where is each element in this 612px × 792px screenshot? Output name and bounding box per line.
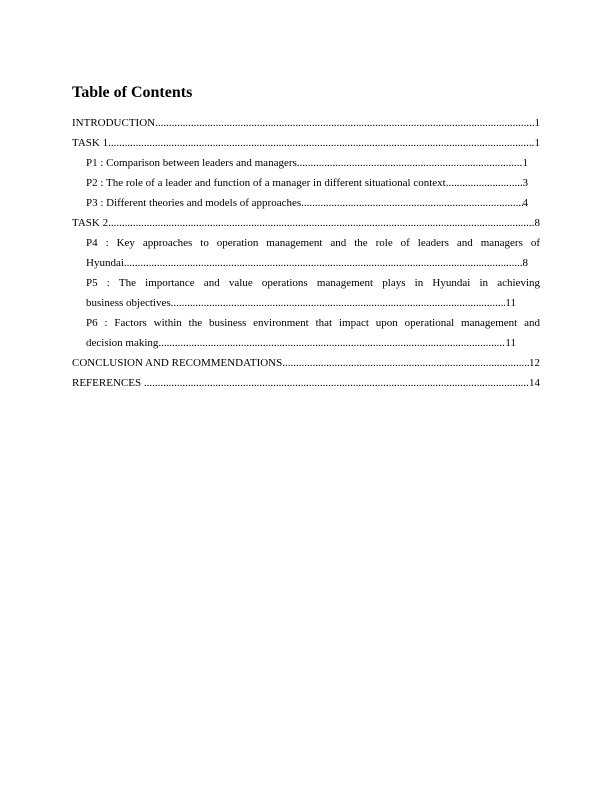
dot-leader <box>124 253 523 273</box>
table-of-contents <box>72 113 540 393</box>
toc-entry-introduction[interactable] <box>72 113 540 133</box>
toc-entry-label-line2: decision making <box>86 337 159 349</box>
toc-entry-page: 8 <box>534 217 540 229</box>
dot-leader <box>171 293 506 313</box>
toc-entry-label-line1: P6 : Factors within the business environment that impact upon operational management and <box>86 317 540 329</box>
dot-leader <box>301 193 522 213</box>
toc-entry-label: P2 : The role of a leader and function of a manager in different situational context <box>86 177 446 189</box>
toc-entry-page: 1 <box>522 157 528 169</box>
toc-entry-p3[interactable] <box>72 193 540 213</box>
toc-entry-page: 12 <box>529 357 540 369</box>
toc-title: Table of Contents <box>72 84 193 101</box>
toc-entry-conclusion[interactable] <box>72 353 540 373</box>
toc-entry-page: 8 <box>522 257 528 269</box>
toc-entry-label-line2: business objectives <box>86 297 171 309</box>
toc-entry-label: REFERENCES <box>72 377 144 389</box>
toc-entry-page: 4 <box>522 197 528 209</box>
toc-entry-page: 11 <box>505 297 516 309</box>
dot-leader <box>282 353 529 373</box>
dot-leader <box>297 153 523 173</box>
toc-entry-label-line1: P4 : Key approaches to operation management and the role of leaders and managers of <box>86 237 540 249</box>
toc-entry-label-line1: P5 : The importance and value operations management plays in Hyundai in achieving <box>86 277 540 289</box>
toc-entry-label: TASK 2 <box>72 217 109 229</box>
dot-leader <box>108 133 534 153</box>
toc-entry-task-2[interactable] <box>72 213 540 233</box>
toc-entry-label: P3 : Different theories and models of approaches <box>86 197 302 209</box>
toc-entry-label: P1 : Comparison between leaders and managers <box>86 157 297 169</box>
dot-leader <box>144 373 529 393</box>
toc-entry-label: CONCLUSION AND RECOMMENDATIONS <box>72 357 283 369</box>
toc-entry-p2[interactable] <box>72 173 540 193</box>
toc-entry-page: 3 <box>522 177 528 189</box>
toc-entry-page: 11 <box>505 337 516 349</box>
toc-entry-p5[interactable] <box>72 273 540 313</box>
toc-entry-task-1[interactable] <box>72 133 540 153</box>
toc-entry-label: TASK 1 <box>72 137 109 149</box>
toc-entry-page: 1 <box>534 117 540 129</box>
toc-entry-label-line2: Hyundai <box>86 257 124 269</box>
toc-entry-p1[interactable] <box>72 153 540 173</box>
dot-leader <box>446 173 523 193</box>
toc-entry-label: INTRODUCTION <box>72 117 156 129</box>
dot-leader <box>158 333 505 353</box>
dot-leader <box>155 113 534 133</box>
dot-leader <box>108 213 534 233</box>
toc-entry-page: 1 <box>534 137 540 149</box>
toc-entry-p6[interactable] <box>72 313 540 353</box>
toc-entry-p4[interactable] <box>72 233 540 273</box>
toc-entry-references[interactable] <box>72 373 540 393</box>
toc-entry-page: 14 <box>529 377 540 389</box>
